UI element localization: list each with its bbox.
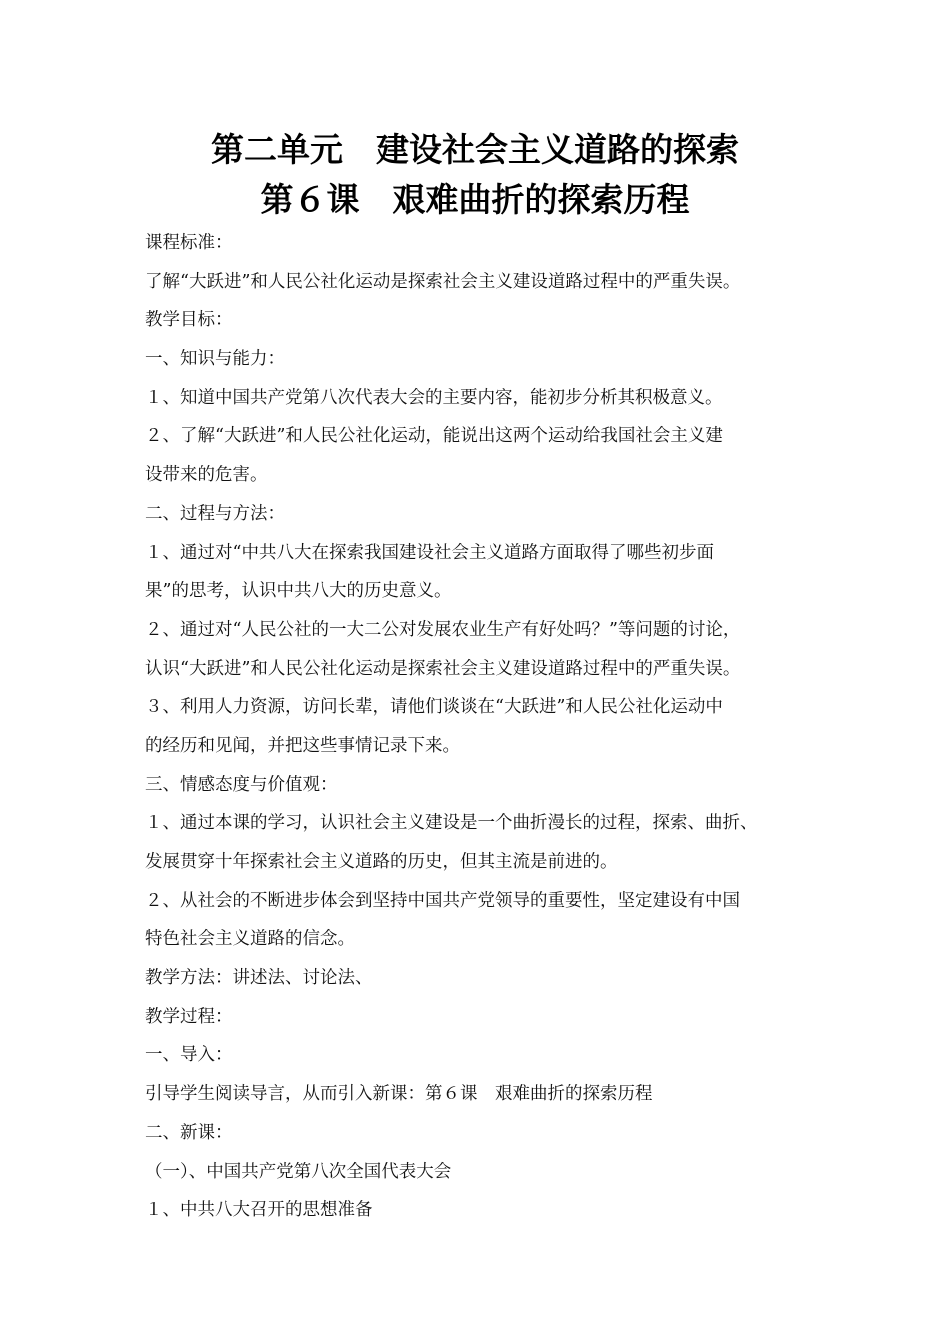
body-line: ２、从社会的不断进步体会到坚持中国共产党领导的重要性，坚定建设有中国 — [145, 890, 740, 911]
body-line-section-heading: 二、过程与方法： — [145, 503, 285, 524]
body-line: 特色社会主义道路的信念。 — [145, 929, 355, 950]
lesson-title: 第６课 艰难曲折的探索历程 — [260, 180, 690, 219]
body-line: １、中共八大召开的思想准备 — [145, 1200, 373, 1221]
body-line: 果”的思考，认识中共八大的历史意义。 — [145, 581, 452, 602]
body-line: 的经历和见闻，并把这些事情记录下来。 — [145, 735, 460, 756]
body-line-teaching-goals-heading: 教学目标： — [145, 310, 233, 331]
body-line: 发展贯穿十年探索社会主义道路的历史，但其主流是前进的。 — [145, 852, 618, 872]
unit-title: 第二单元 建设社会主义道路的探索 — [211, 130, 739, 169]
body-line-section-heading: 一、导入： — [145, 1045, 233, 1066]
body-line-teaching-process-heading: 教学过程： — [145, 1006, 233, 1027]
body-line: ３、利用人力资源，访问长辈，请他们谈谈在“大跃进”和人民公社化运动中 — [145, 697, 723, 718]
body-line: １、知道中国共产党第八次代表大会的主要内容，能初步分析其积极意义。 — [145, 387, 723, 408]
body-line: １、通过对“中共八大在探索我国建设社会主义道路方面取得了哪些初步面 — [145, 542, 714, 563]
body-line-section-heading: 一、知识与能力： — [145, 349, 285, 370]
body-line: 了解“大跃进”和人民公社化运动是探索社会主义建设道路过程中的严重失误。 — [145, 271, 741, 292]
body-line: ２、了解“大跃进”和人民公社化运动，能说出这两个运动给我国社会主义建 — [145, 426, 723, 447]
body-line: ２、通过对“人民公社的一大二公对发展农业生产有好处吗？”等问题的讨论， — [145, 619, 741, 640]
body-line-course-standard-heading: 课程标准： — [145, 233, 233, 253]
body-line-section-heading: 三、情感态度与价值观： — [145, 774, 338, 795]
body-line: 认识“大跃进”和人民公社化运动是探索社会主义建设道路过程中的严重失误。 — [145, 658, 741, 679]
body-line-teaching-methods: 教学方法：讲述法、讨论法、 — [145, 968, 373, 989]
body-line: 引导学生阅读导言，从而引入新课：第６课 艰难曲折的探索历程 — [145, 1084, 653, 1105]
document-body — [145, 224, 835, 1230]
body-line: 设带来的危害。 — [145, 465, 268, 486]
body-line: １、通过本课的学习，认识社会主义建设是一个曲折漫长的过程，探索、曲折、 — [145, 813, 758, 834]
body-line: （一）、中国共产党第八次全国代表大会 — [145, 1161, 452, 1182]
body-line-section-heading: 二、新课： — [145, 1122, 233, 1143]
